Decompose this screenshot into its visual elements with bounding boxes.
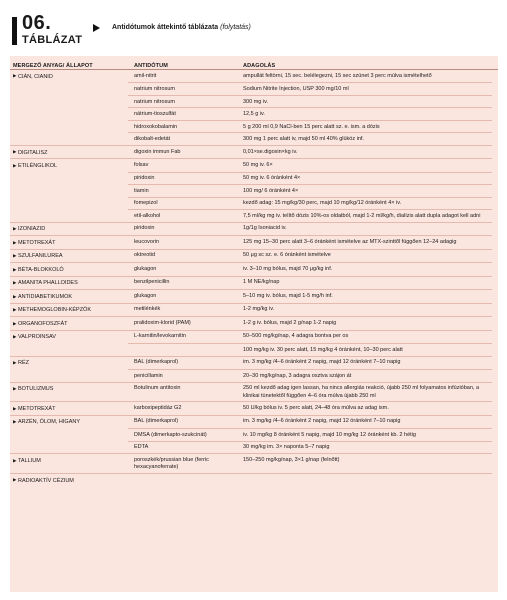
cell-dose: 12,5 g iv. (243, 111, 265, 118)
agent-name: METOTREXÁT (17, 239, 56, 246)
table-row (10, 416, 498, 429)
table-title (112, 23, 251, 32)
cell-agent (10, 442, 134, 447)
cell-agent (10, 331, 134, 344)
cell-antidote: tiamin (134, 187, 149, 194)
cell-dose: 7,5 ml/kg mg iv. telítő dózis 10%-os oldatból, majd 1-2 ml/kg/h, dialízis alatt dupla adagot kell adni (243, 212, 481, 219)
agent-name: ARZÉN, ÓLOM, HIGANY (17, 419, 81, 426)
cell-dose: 300 mg 1 perc alatt iv, majd 50 ml 40% glükóz inf. (243, 136, 364, 143)
cell-agent (10, 108, 134, 113)
agent-name: CIÁN, CIANID (17, 73, 53, 80)
cell-agent (10, 383, 134, 396)
cell-agent (10, 236, 134, 249)
table-row (10, 429, 498, 441)
table-row (10, 83, 498, 95)
bullet-arrow-icon: ▶ (13, 385, 17, 391)
cell-dose: 100 mg/kg iv. 30 perc alatt, 15 mg/kg 4 óránként, 10–30 perc alatt (243, 346, 403, 353)
cell-agent (10, 96, 134, 101)
cell-antidote: natrium nitrosum (134, 86, 175, 93)
table-row (10, 402, 498, 415)
cell-agent (10, 454, 134, 467)
cell-dose: 50 mg iv. 6× (243, 161, 273, 168)
cell-agent (10, 357, 134, 370)
table-label: TÁBLÁZAT (22, 34, 83, 46)
cell-antidote: glukagon (134, 292, 157, 299)
agent-name: ORGANOFOSZFÁT (17, 320, 68, 327)
cell-agent (10, 474, 134, 487)
cell-agent (10, 210, 134, 215)
agent-name: SZULFANILUREA (17, 253, 63, 260)
agent-name: BOTULIZMUS (17, 386, 54, 393)
agent-name: AMANITA PHALLOIDES (17, 280, 78, 287)
bullet-arrow-icon: ▶ (13, 307, 17, 313)
table-header (0, 0, 507, 54)
cell-antidote: pralidoxim-klorid (PAM) (134, 319, 191, 326)
cell-dose: 20–30 mg/kg/nap, 3 adagra osztva szájon át (243, 372, 352, 379)
agent-name: RADIOAKTÍV CÉZIUM (17, 477, 74, 484)
cell-dose: 50 mg iv. 6 óránként 4× (243, 175, 301, 182)
cell-agent (10, 263, 134, 276)
cell-dose: 0,01×se.digoxin×kg iv. (243, 148, 298, 155)
bullet-arrow-icon: ▶ (13, 239, 17, 245)
cell-antidote: nátrium-tioszulfát (134, 111, 176, 118)
cell-dose: 50–500 mg/kg/nap, 4 adagra bontva per os (243, 333, 349, 340)
cell-agent (10, 429, 134, 434)
cell-agent (10, 173, 134, 178)
cell-agent (10, 402, 134, 415)
cell-agent (10, 370, 134, 375)
table-row (10, 277, 498, 290)
cell-antidote: amil-nitrit (134, 72, 157, 79)
cell-agent (10, 185, 134, 190)
cell-dose: im. 3 mg/kg /4–6 óránként 2 napig, majd 12 óránként 7–10 napig (243, 359, 401, 366)
cell-antidote: leucovorin (134, 238, 160, 245)
cell-dose: 300 mg iv. (243, 98, 268, 105)
cell-antidote: EDTA (134, 444, 149, 451)
cell-antidote: glukagon (134, 265, 157, 272)
cell-agent (10, 223, 134, 236)
agent-name: RÉZ (17, 360, 29, 367)
table-row (10, 383, 498, 403)
column-header-dose: ADAGOLÁS (243, 62, 276, 69)
cell-dose: iv. 3–10 mg bólus, majd 70 μg/kg inf. (243, 265, 333, 272)
agent-name: VALPROINSAV (17, 334, 56, 341)
agent-name: METOTREXÁT (17, 406, 56, 412)
cell-agent (10, 121, 134, 126)
table-body (10, 70, 498, 488)
table-row (10, 357, 498, 370)
cell-agent (10, 159, 134, 172)
cell-antidote: L-karnitin/levokarnitin (134, 333, 186, 340)
bullet-arrow-icon: ▶ (13, 457, 17, 463)
table-row (10, 96, 498, 108)
table-row (10, 223, 498, 236)
table-row (10, 331, 498, 344)
cell-dose: 100 mg/ 6 óránként 4× (243, 187, 299, 194)
table-row (10, 263, 498, 276)
agent-name: METHEMOGLOBIN-KÉPZŐK (17, 307, 92, 314)
cell-agent (10, 133, 134, 138)
bullet-arrow-icon: ▶ (13, 73, 17, 79)
table-row (10, 344, 498, 356)
cell-dose: ampullát feltörni, 15 sec. belélegezni, 15 sec szünet 3 perc múlva ismételhető (243, 72, 432, 79)
cell-antidote: piridoxin (134, 175, 155, 182)
cell-agent (10, 198, 134, 203)
table-title-text: Antidótumok áttekintő táblázata (112, 24, 219, 31)
cell-agent (10, 70, 134, 83)
antidote-table (10, 56, 498, 592)
column-header-antidote: ANTIDÓTUM (134, 62, 168, 69)
cell-antidote: benzilpenicillin (134, 279, 170, 286)
bullet-arrow-icon: ▶ (13, 280, 17, 286)
cell-agent (10, 304, 134, 317)
cell-antidote: penicillamin (134, 372, 163, 379)
play-arrow-icon (93, 24, 100, 32)
table-row (10, 121, 498, 133)
agent-name: ANTIDIABETIKUMOK (17, 293, 73, 300)
cell-antidote: folsav (134, 161, 149, 168)
cell-antidote: dikobalt-edetát (134, 136, 171, 143)
table-row (10, 159, 498, 172)
bullet-arrow-icon: ▶ (13, 419, 17, 425)
column-header-agent: MERGEZŐ ANYAG/ ÁLLAPOT (13, 62, 93, 69)
cell-antidote: metilénkék (134, 306, 161, 313)
table-row (10, 290, 498, 303)
table-number-bar (12, 17, 17, 45)
cell-dose: 5–10 mg iv. bólus, majd 1-5 mg/h inf. (243, 292, 333, 299)
agent-name: DIGITALISZ (17, 149, 48, 156)
table-number: 06. (22, 12, 52, 34)
bullet-arrow-icon: ▶ (13, 149, 17, 155)
cell-antidote: fomepizol (134, 200, 158, 207)
cell-dose: iv. 10 mg/kg 8 óránként 5 napig, majd 10 mg/kg 12 óránként kb. 2 hétig (243, 431, 416, 438)
cell-antidote: digoxin immun Fab (134, 148, 181, 155)
cell-antidote: BAL (dimerkaprol) (134, 418, 179, 425)
bullet-arrow-icon: ▶ (13, 320, 17, 326)
table-row (10, 185, 498, 197)
table-row (10, 70, 498, 83)
cell-dose: 1 M NE/kg/nap (243, 279, 280, 286)
table-row (10, 250, 498, 263)
bullet-arrow-icon: ▶ (13, 226, 17, 232)
bullet-arrow-icon: ▶ (13, 405, 17, 411)
table-row (10, 304, 498, 317)
table-row (10, 146, 498, 159)
cell-antidote: poroszkék/prussian blue (ferric hexacyanoferrate) (134, 456, 209, 471)
table-head (10, 56, 498, 70)
table-row (10, 370, 498, 382)
cell-agent (10, 250, 134, 263)
table-row (10, 210, 498, 222)
bullet-arrow-icon: ▶ (13, 162, 17, 168)
cell-dose: 1g/1g Isoniacid iv. (243, 225, 287, 232)
cell-antidote: natrium nitrosum (134, 98, 175, 105)
table-title-suffix: (folytatás) (220, 24, 251, 31)
table-row (10, 133, 498, 145)
bullet-arrow-icon: ▶ (13, 293, 17, 299)
table-row (10, 442, 498, 454)
cell-dose: Sodium Nitrite Injection, USP 300 mg/10 ml (243, 86, 349, 93)
table-row (10, 454, 498, 474)
agent-name: TALLIUM (17, 457, 41, 464)
cell-dose: 1-2 g iv. bólus, majd 2 g/nap 1-2 napig (243, 319, 337, 326)
cell-dose: 50 μg sc sz. e. 6 óránként ismételve (243, 252, 331, 259)
cell-antidote: etil-alkohol (134, 212, 161, 219)
cell-antidote: oktreotid (134, 252, 156, 259)
table-row (10, 474, 498, 487)
table-row (10, 108, 498, 120)
agent-name: ETILÉNGLIKOL (17, 162, 58, 169)
cell-antidote: piridoxin (134, 225, 155, 232)
cell-dose: im. 3 mg/kg /4–6 óránként 2 napig, majd 12 óránként 7–10 napig (243, 418, 401, 425)
cell-dose: 30 mg/kg im. 3× naponta 5–7 napig (243, 444, 330, 451)
cell-antidote: Botulinum antitoxin (134, 385, 181, 392)
cell-dose: kezdő adag: 15 mg/kg/30 perc, majd 10 mg/kg/12 óránként 4× iv. (243, 200, 402, 207)
bullet-arrow-icon: ▶ (13, 333, 17, 339)
cell-antidote: DMSA (dimerkapto-szukcinát) (134, 431, 207, 438)
cell-agent (10, 416, 134, 429)
cell-antidote (134, 344, 243, 349)
cell-antidote: BAL (dimerkaprol) (134, 359, 179, 366)
table-row (10, 198, 498, 210)
bullet-arrow-icon: ▶ (13, 477, 17, 483)
bullet-arrow-icon: ▶ (13, 266, 17, 272)
cell-agent (10, 344, 134, 349)
cell-dose: 125 mg 15–30 perc alatt 3–6 óránként ismételve az MTX-szinttől függően 12–24 adagig (243, 238, 457, 245)
cell-agent (10, 83, 134, 88)
cell-dose: 1-2 mg/kg iv. (243, 306, 275, 313)
cell-agent (10, 317, 134, 330)
cell-dose: 50 U/kg bólus iv. 5 perc alatt, 24–48 óra múlva az adag ism. (243, 405, 389, 411)
table-row (10, 236, 498, 249)
cell-antidote (134, 474, 243, 479)
cell-antidote: karboxipeptidáz G2 (134, 405, 182, 411)
agent-name: BÉTA-BLOKKOLÓ (17, 266, 64, 273)
table-row (10, 173, 498, 185)
cell-agent (10, 146, 134, 159)
cell-dose: 250 ml kezdő adag igen lassan, ha nincs allergiás reakció, újabb 250 ml folyamatos infúzióban, a klinikai tünetektől függően 4–6 óra múlva újabb 250 ml (243, 385, 480, 399)
cell-dose (243, 474, 493, 479)
bullet-arrow-icon: ▶ (13, 359, 17, 365)
cell-agent (10, 290, 134, 303)
cell-dose: 150–250 mg/kg/nap, 3×1 g/nap (felnőtt) (243, 456, 340, 463)
cell-antidote: hidroxokobalamin (134, 123, 178, 130)
table-row (10, 317, 498, 330)
agent-name: IZONIAZID (17, 226, 46, 233)
cell-agent (10, 277, 134, 290)
cell-dose: 5 g 200 ml 0,9 NaCl-ben 15 perc alatt sz. e. ism. a dózis (243, 123, 380, 130)
bullet-arrow-icon: ▶ (13, 253, 17, 259)
